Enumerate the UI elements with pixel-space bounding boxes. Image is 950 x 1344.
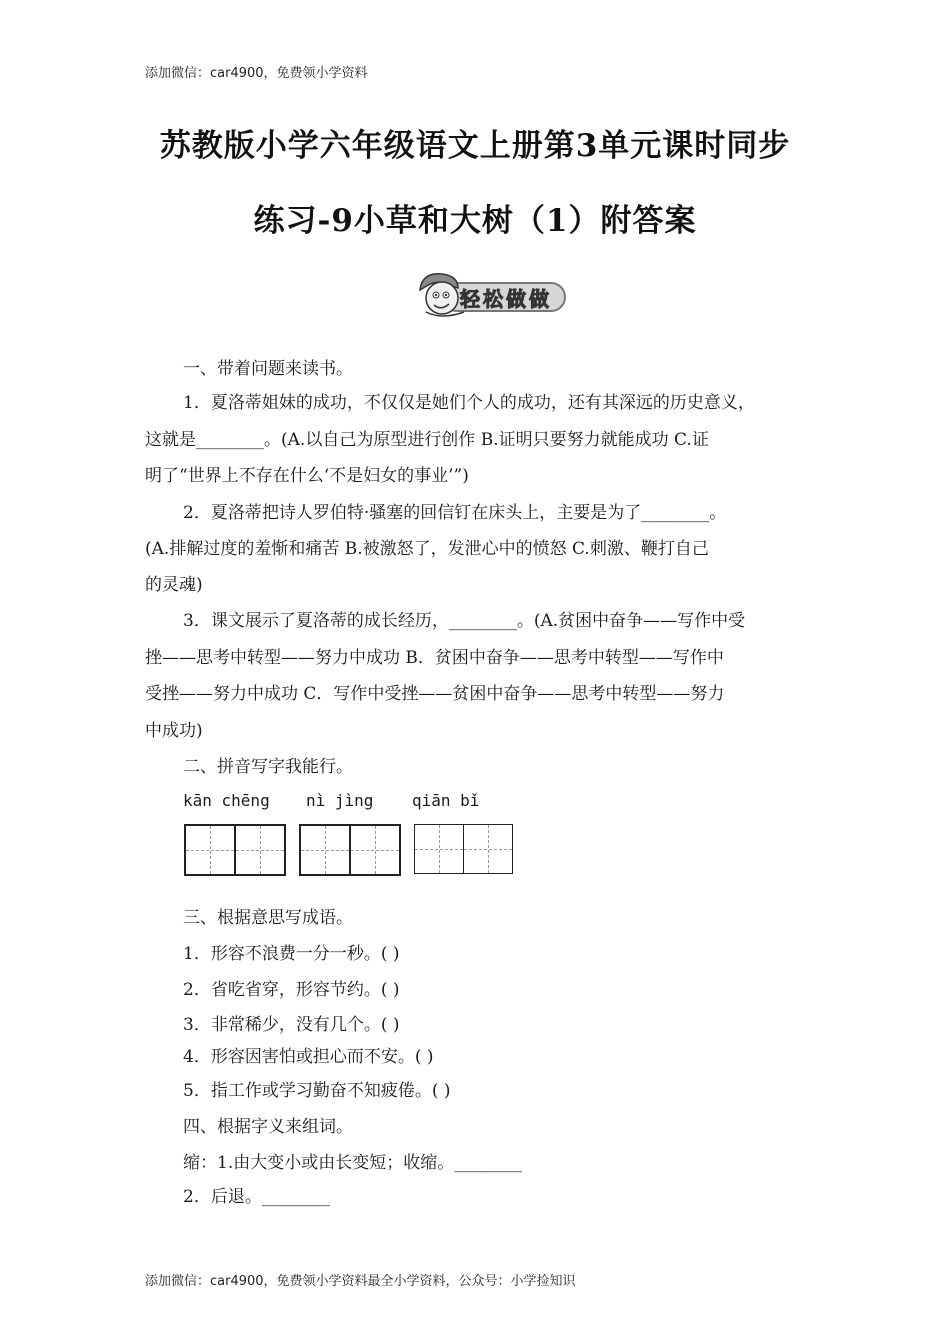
q1-line-2: 这就是________。(A.以自己为原型进行创作 B.证明只要努力就能成功 C.证 [145,430,709,450]
pinyin-1: kān chēng [183,791,270,810]
easy-practice-badge [412,268,568,318]
writing-cell[interactable] [184,824,236,876]
word-item-1: 缩：1.由大变小或由长变短；收缩。________ [183,1153,523,1173]
writing-cell[interactable] [236,824,286,876]
section1-heading: 一、带着问题来读书。 [183,359,353,379]
title-line-1: 苏教版小学六年级语文上册第3单元课时同步 [159,128,791,164]
writing-grid-2[interactable] [299,824,401,874]
idiom-item-4: 4．形容因害怕或担心而不安。( ) [183,1047,434,1067]
q2-line-2: (A.排解过度的羞惭和痛苦 B.被激怒了，发泄心中的愤怒 C.刺激、鞭打自己 [145,539,709,559]
title-line-2: 练习-9小草和大树（1）附答案 [253,203,697,239]
q3-line-1: 3．课文展示了夏洛蒂的成长经历，________。(A.贫困中奋争——写作中受 [183,611,746,631]
section4-heading: 四、根据字义来组词。 [183,1117,353,1137]
q2-line-1: 2．夏洛蒂把诗人罗伯特·骚塞的回信钉在床头上，主要是为了________。 [183,503,727,523]
pinyin-2: nì jìng [306,791,374,810]
writing-cell[interactable] [299,824,351,876]
q1-line-3: 明了“世界上不存在什么‘不是妇女的事业’”) [145,466,469,486]
writing-cell[interactable] [414,824,464,874]
idiom-item-1: 1．形容不浪费一分一秒。( ) [183,944,400,964]
section2-heading: 二、拼音写字我能行。 [183,757,353,777]
q3-line-2: 挫——思考中转型——努力中成功 B．贫困中奋争——思考中转型——写作中 [145,648,724,668]
q3-line-3: 受挫——努力中成功 C．写作中受挫——贫困中奋争——思考中转型——努力 [145,684,725,704]
idiom-item-5: 5．指工作或学习勤奋不知疲倦。( ) [183,1081,451,1101]
pinyin-3: qiān bǐ [412,791,480,810]
page-header: 添加微信：car4900，免费领小学资料 [145,66,368,81]
writing-cell[interactable] [351,824,401,876]
writing-grid-1[interactable] [184,824,286,874]
writing-grid-3[interactable] [414,824,513,874]
page-footer: 添加微信：car4900，免费领小学资料最全小学资料，公众号：小学捡知识 [145,1274,576,1289]
idiom-item-2: 2．省吃省穿，形容节约。( ) [183,980,400,1000]
writing-cell[interactable] [464,824,513,874]
section3-heading: 三、根据意思写成语。 [183,908,353,928]
q3-line-4: 中成功) [145,721,203,741]
q1-line-1: 1．夏洛蒂姐妹的成功，不仅仅是她们个人的成功，还有其深远的历史意义， [183,393,755,413]
q2-line-3: 的灵魂) [145,575,203,595]
idiom-item-3: 3．非常稀少，没有几个。( ) [183,1015,400,1035]
badge-label: 轻松做做 [460,287,552,311]
word-item-2: 2．后退。________ [183,1187,330,1207]
